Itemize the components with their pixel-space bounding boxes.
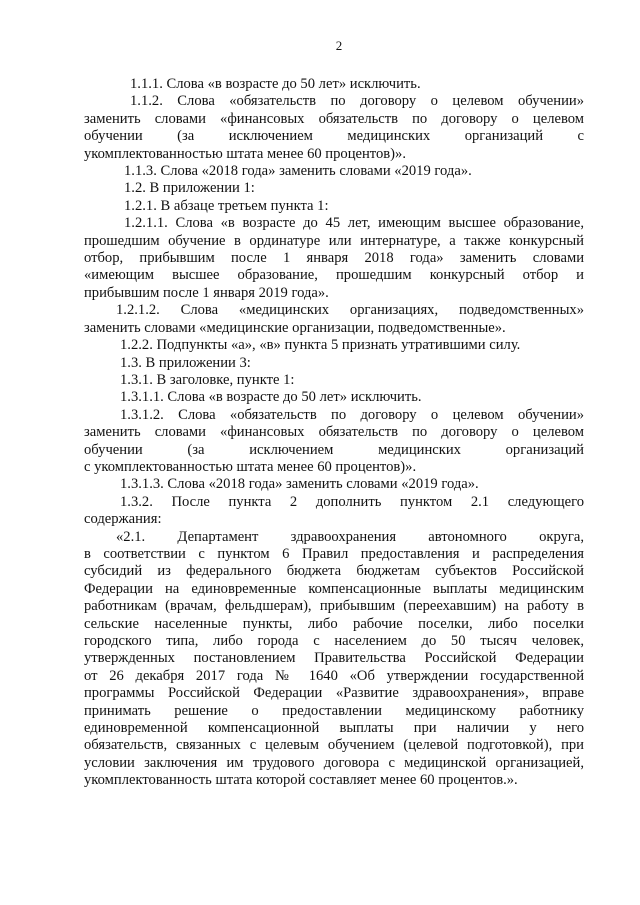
text-line: укомплектованностью штата менее 60 процентов)». bbox=[84, 145, 406, 162]
text-line: заменить словами «финансовых обязательств по договору о целевом bbox=[84, 424, 584, 441]
text-line: с укомплектованностью штата менее 60 процентов)». bbox=[84, 458, 417, 475]
text-line: 1.3.1. В заголовке, пункте 1: bbox=[120, 371, 295, 388]
text-line: принимать решение о предоставлении медицинскому работнику bbox=[84, 702, 584, 719]
text-line: 1.2.2. Подпункты «а», «в» пункта 5 признать утратившими силу. bbox=[120, 337, 521, 354]
text-line: работникам (врачам, фельдшерам), прибывшим (переехавшим) на работу в bbox=[84, 598, 584, 615]
text-line: программы Российской Федерации «Развитие здравоохранения», вправе bbox=[84, 685, 584, 702]
text-line: 1.3.1.1. Слова «в возрасте до 50 лет» исключить. bbox=[120, 389, 422, 406]
text-line: 1.1.1. Слова «в возрасте до 50 лет» исключить. bbox=[130, 76, 421, 92]
text-line: 1.2.1.2. Слова «медицинских организациях, подведомственных» bbox=[116, 302, 584, 319]
text-line: отбор, прибывшим после 1 января 2018 года» заменить словами bbox=[84, 250, 584, 267]
text-line: 1.1.2. Слова «обязательств по договору о целевом обучении» bbox=[130, 93, 584, 110]
text-line: Федерации на единовременные компенсационные выплаты медицинским bbox=[84, 580, 584, 597]
text-line: «2.1. Департамент здравоохранения автономного округа, bbox=[116, 528, 584, 545]
text-line: заменить словами «финансовых обязательств по договору о целевом bbox=[84, 110, 584, 127]
text-line: от 26 декабря 2017 года № 1640 «Об утверждении государственной bbox=[84, 667, 584, 684]
text-line: прибывшим после 1 января 2019 года». bbox=[84, 284, 329, 301]
text-line: утвержденных постановлением Правительства Российской Федерации bbox=[84, 650, 584, 667]
text-line: обучении (за исключением медицинских организаций с bbox=[84, 128, 584, 145]
text-line: сельские населенные пункты, либо рабочие поселки, либо поселки bbox=[84, 615, 584, 632]
text-line: прошедшим обучение в ординатуре или интернатуре, а также конкурсный bbox=[84, 232, 584, 249]
document-body bbox=[84, 76, 584, 790]
text-line: укомплектованность штата которой составляет менее 60 процентов.». bbox=[84, 772, 518, 789]
text-line: в соответствии с пунктом 6 Правил предоставления и распределения bbox=[84, 545, 584, 562]
page-number: 2 bbox=[335, 38, 343, 53]
text-line: 1.2. В приложении 1: bbox=[124, 180, 255, 197]
text-line: заменить словами «медицинские организации, подведомственные». bbox=[84, 319, 506, 336]
text-line: «имеющим высшее образование, прошедшим конкурсный отбор и bbox=[84, 267, 584, 284]
text-line: субсидий из федерального бюджета бюджетам субъектов Российской bbox=[84, 563, 584, 580]
text-line: 1.3.1.2. Слова «обязательств по договору о целевом обучении» bbox=[120, 406, 584, 423]
text-line: содержания: bbox=[84, 511, 162, 528]
text-line: обязательств, связанных с целевым обучением (целевой подготовкой), при bbox=[84, 737, 584, 754]
text-line: обучении (за исключением медицинских организаций bbox=[84, 441, 584, 458]
text-line: 1.1.3. Слова «2018 года» заменить словами «2019 года». bbox=[124, 163, 472, 180]
text-line: городского типа, либо города с населением до 50 тысяч человек, bbox=[84, 633, 584, 649]
text-line: 1.3.1.3. Слова «2018 года» заменить словами «2019 года». bbox=[120, 476, 479, 493]
text-line: 1.3.2. После пункта 2 дополнить пунктом 2.1 следующего bbox=[120, 493, 584, 510]
text-line: 1.3. В приложении 3: bbox=[120, 354, 251, 371]
text-line: 1.2.1. В абзаце третьем пункта 1: bbox=[124, 197, 329, 214]
text-line: единовременной компенсационной выплаты при наличии у него bbox=[84, 720, 584, 737]
text-line: 1.2.1.1. Слова «в возрасте до 45 лет, имеющим высшее образование, bbox=[124, 215, 584, 232]
text-line: условии заключения им трудового договора с медицинской организацией, bbox=[84, 754, 584, 771]
